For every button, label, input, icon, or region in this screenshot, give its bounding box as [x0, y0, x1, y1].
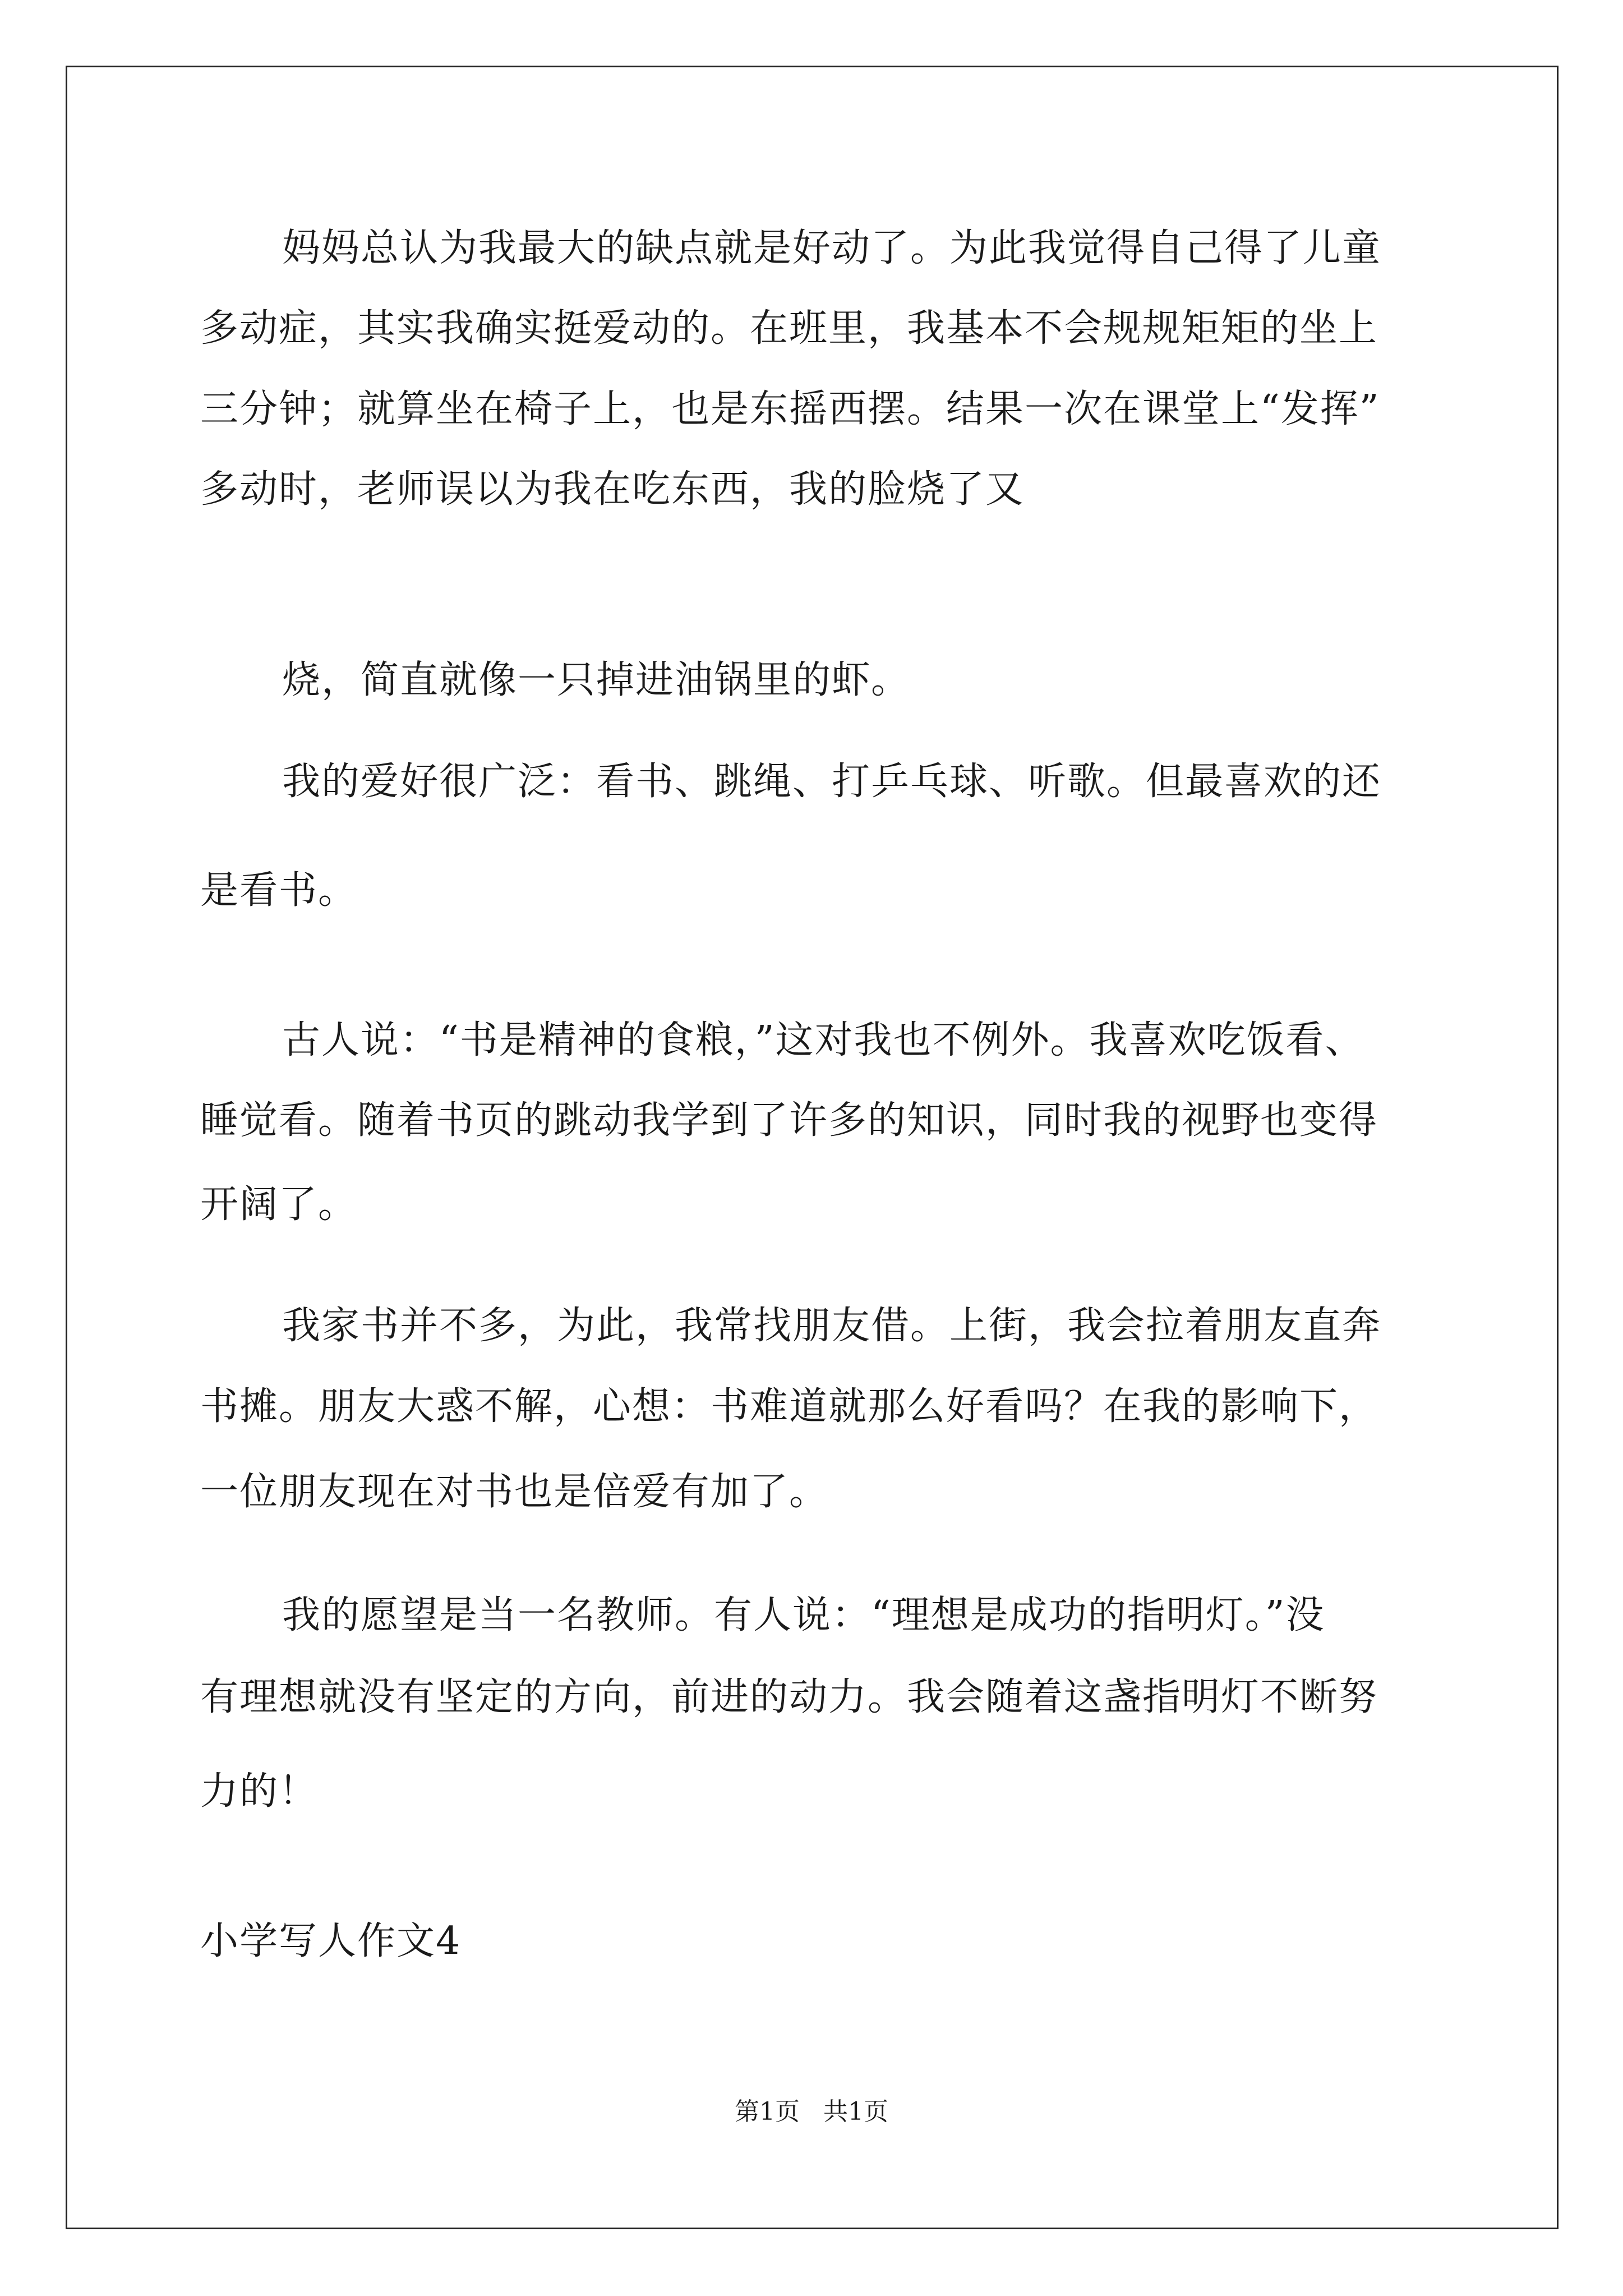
paragraph-6-line-1: 我的愿望是当一名教师。有人说：“理想是成功的指明灯。”没 — [282, 1593, 1325, 1637]
paragraph-5-line-2: 书摊。朋友大惑不解，心想：书难道就那么好看吗？在我的影响下， — [200, 1384, 1378, 1429]
page-number-footer: 第1页 共1页 — [735, 2097, 888, 2126]
paragraph-1-line-2: 多动症，其实我确实挺爱动的。在班里，我基本不会规规矩矩的坐上 — [200, 306, 1378, 351]
paragraph-2-line-1: 烧，简直就像一只掉进油锅里的虾。 — [282, 658, 911, 702]
paragraph-6-line-2: 有理想就没有坚定的方向，前进的动力。我会随着这盏指明灯不断努 — [200, 1675, 1378, 1719]
paragraph-4-line-3: 开阔了。 — [200, 1182, 358, 1227]
paragraph-3-line-1: 我的爱好很广泛：看书、跳绳、打乒乓球、听歌。但最喜欢的还 — [282, 760, 1382, 804]
paragraph-5-line-1: 我家书并不多，为此，我常找朋友借。上街，我会拉着朋友直奔 — [282, 1304, 1382, 1348]
paragraph-4-line-2: 睡觉看。随着书页的跳动我学到了许多的知识，同时我的视野也变得 — [200, 1098, 1378, 1143]
paragraph-1-line-1: 妈妈总认为我最大的缺点就是好动了。为此我觉得自己得了儿童 — [282, 226, 1382, 270]
paragraph-1-line-3: 三分钟；就算坐在椅子上，也是东摇西摆。结果一次在课堂上“发挥” — [200, 387, 1380, 431]
paragraph-4-line-1: 古人说：“书是精神的食粮，”这对我也不例外。我喜欢吃饭看、 — [282, 1018, 1364, 1062]
paragraph-5-line-3: 一位朋友现在对书也是倍爱有加了。 — [200, 1470, 829, 1514]
paragraph-1-line-4: 多动时，老师误以为我在吃东西，我的脸烧了又 — [200, 467, 1025, 512]
paragraph-6-line-3: 力的！ — [200, 1769, 319, 1814]
paragraph-3-line-2: 是看书。 — [200, 868, 358, 913]
section-heading: 小学写人作文4 — [200, 1919, 462, 1963]
